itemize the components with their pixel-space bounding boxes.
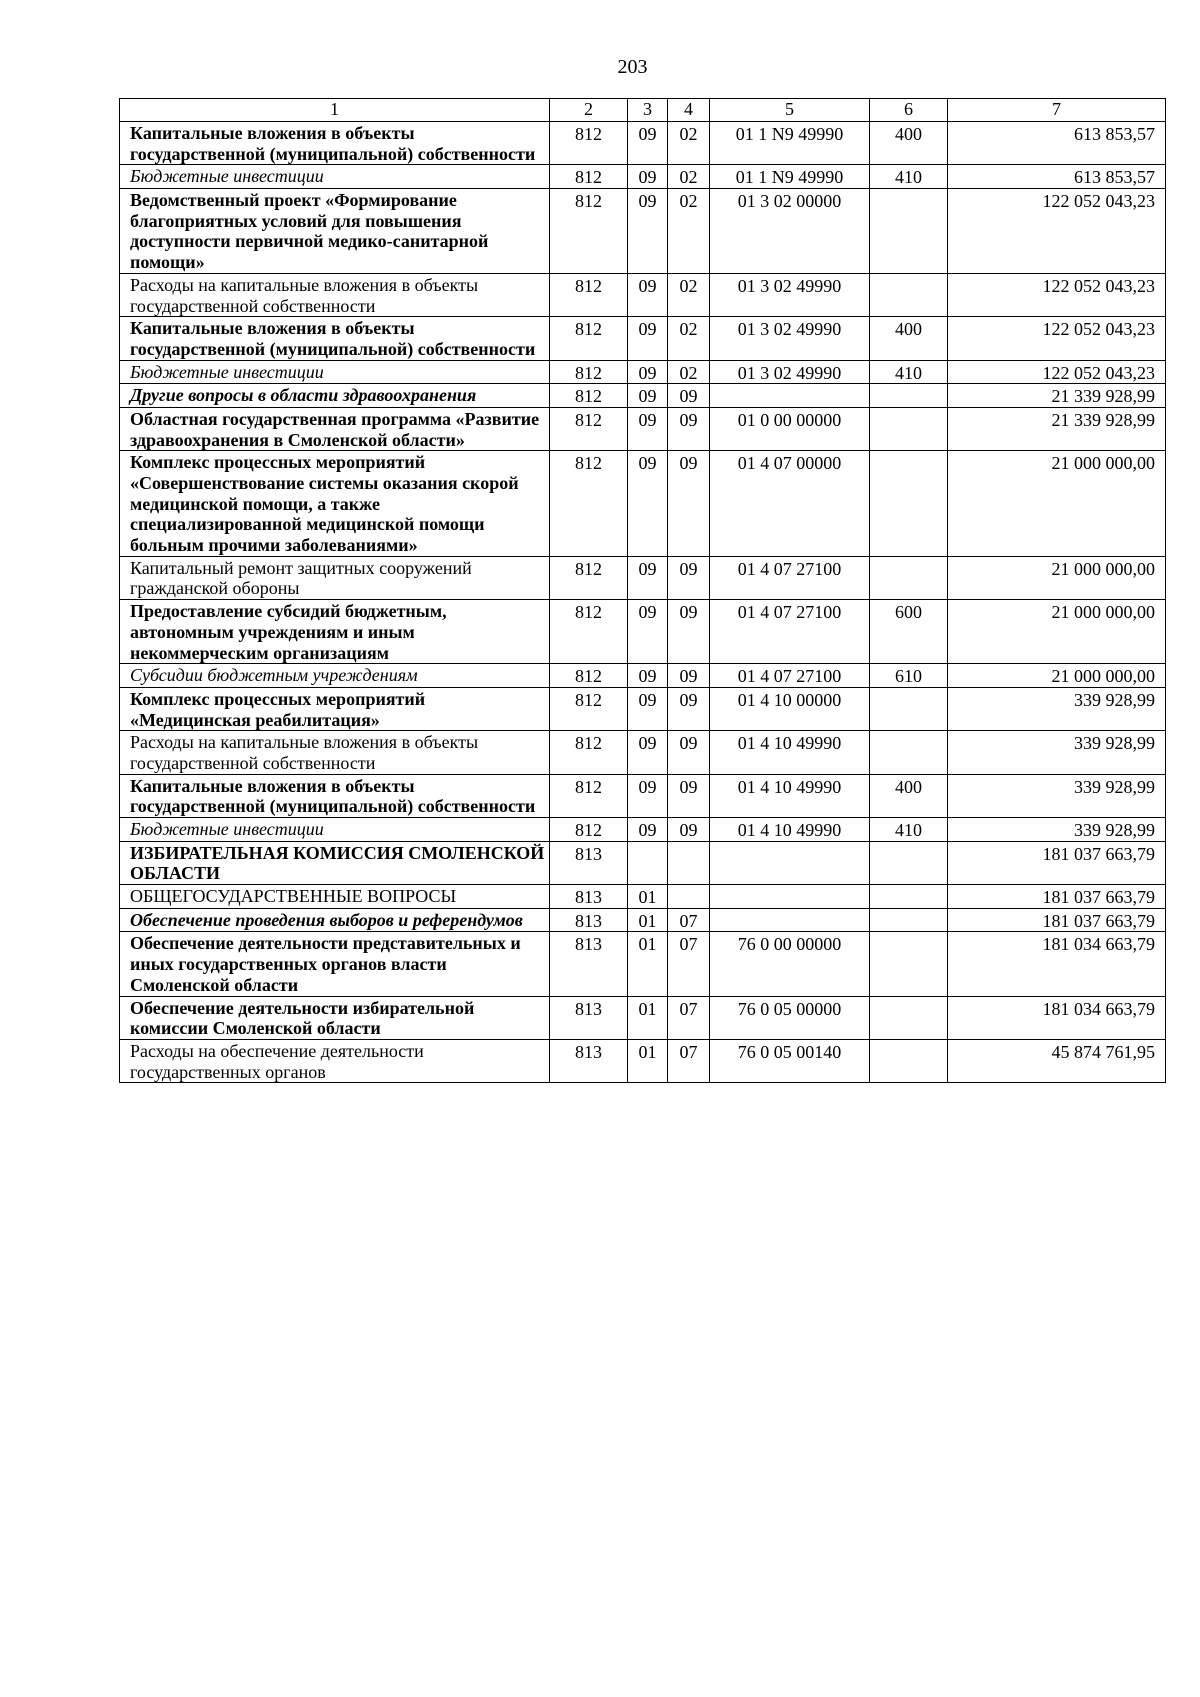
row-admin-code: 812 — [550, 451, 628, 556]
row-expense-type — [870, 932, 948, 996]
row-subsection: 09 — [668, 818, 710, 842]
row-amount: 181 037 663,79 — [948, 908, 1166, 932]
row-expense-type: 410 — [870, 165, 948, 189]
row-admin-code: 812 — [550, 600, 628, 664]
row-subsection: 07 — [668, 908, 710, 932]
row-expense-type: 400 — [870, 774, 948, 817]
row-section: 09 — [628, 384, 668, 408]
row-subsection: 09 — [668, 687, 710, 730]
row-name: Комплекс процессных мероприятий «Медицинская реабилитация» — [120, 687, 550, 730]
row-target-code: 01 3 02 00000 — [710, 189, 870, 274]
row-amount: 339 928,99 — [948, 731, 1166, 774]
row-admin-code: 812 — [550, 818, 628, 842]
row-subsection: 07 — [668, 932, 710, 996]
row-target-code — [710, 384, 870, 408]
header-cell-5: 5 — [710, 99, 870, 122]
row-expense-type: 400 — [870, 122, 948, 165]
row-amount: 122 052 043,23 — [948, 360, 1166, 384]
row-section: 01 — [628, 996, 668, 1039]
row-subsection: 09 — [668, 384, 710, 408]
row-target-code: 01 1 N9 49990 — [710, 165, 870, 189]
row-target-code: 01 4 07 27100 — [710, 600, 870, 664]
row-name: Субсидии бюджетным учреждениям — [120, 664, 550, 688]
row-section: 09 — [628, 687, 668, 730]
row-subsection: 07 — [668, 996, 710, 1039]
row-expense-type — [870, 189, 948, 274]
row-amount: 21 000 000,00 — [948, 600, 1166, 664]
row-target-code: 01 3 02 49990 — [710, 273, 870, 316]
row-name: Капитальный ремонт защитных сооружений гражданской обороны — [120, 556, 550, 599]
row-amount: 122 052 043,23 — [948, 317, 1166, 360]
row-section: 09 — [628, 600, 668, 664]
table-row — [120, 165, 1166, 189]
row-name: Обеспечение проведения выборов и референдумов — [120, 908, 550, 932]
row-admin-code: 812 — [550, 273, 628, 316]
row-name: Расходы на капитальные вложения в объекты государственной собственности — [120, 731, 550, 774]
row-admin-code: 813 — [550, 885, 628, 909]
row-target-code: 01 4 10 49990 — [710, 818, 870, 842]
row-section: 09 — [628, 774, 668, 817]
table-row — [120, 360, 1166, 384]
row-admin-code: 813 — [550, 996, 628, 1039]
row-admin-code: 812 — [550, 731, 628, 774]
table-row — [120, 122, 1166, 165]
row-target-code: 76 0 05 00000 — [710, 996, 870, 1039]
row-admin-code: 813 — [550, 932, 628, 996]
row-target-code: 01 4 10 00000 — [710, 687, 870, 730]
row-target-code — [710, 885, 870, 909]
table-row — [120, 273, 1166, 316]
row-expense-type: 600 — [870, 600, 948, 664]
row-subsection: 09 — [668, 600, 710, 664]
row-target-code: 01 4 07 00000 — [710, 451, 870, 556]
row-expense-type: 410 — [870, 360, 948, 384]
table-row — [120, 731, 1166, 774]
row-amount: 122 052 043,23 — [948, 273, 1166, 316]
row-target-code: 01 4 07 27100 — [710, 556, 870, 599]
table-row — [120, 189, 1166, 274]
row-section: 09 — [628, 556, 668, 599]
table-row — [120, 885, 1166, 909]
row-subsection: 02 — [668, 122, 710, 165]
row-name: Комплекс процессных мероприятий «Совершенствование системы оказания скорой медицинской помощи, а также специализированной медицинской помощи больным прочими заболеваниями» — [120, 451, 550, 556]
row-admin-code: 812 — [550, 384, 628, 408]
row-expense-type — [870, 273, 948, 316]
row-target-code: 01 4 10 49990 — [710, 731, 870, 774]
row-amount: 339 928,99 — [948, 818, 1166, 842]
row-section: 09 — [628, 360, 668, 384]
row-section: 09 — [628, 664, 668, 688]
header-cell-4: 4 — [668, 99, 710, 122]
row-amount: 339 928,99 — [948, 774, 1166, 817]
row-admin-code: 812 — [550, 165, 628, 189]
row-subsection: 02 — [668, 360, 710, 384]
row-subsection — [668, 885, 710, 909]
row-amount: 613 853,57 — [948, 165, 1166, 189]
row-name: Капитальные вложения в объекты государственной (муниципальной) собственности — [120, 317, 550, 360]
row-name: Обеспечение деятельности представительных и иных государственных органов власти Смоленской области — [120, 932, 550, 996]
row-name: Обеспечение деятельности избирательной комиссии Смоленской области — [120, 996, 550, 1039]
row-admin-code: 813 — [550, 841, 628, 884]
row-name: Предоставление субсидий бюджетным, автономным учреждениям и иным некоммерческим организациям — [120, 600, 550, 664]
row-amount: 21 000 000,00 — [948, 556, 1166, 599]
row-section: 09 — [628, 818, 668, 842]
table-row — [120, 664, 1166, 688]
row-section: 01 — [628, 1039, 668, 1082]
row-amount: 45 874 761,95 — [948, 1039, 1166, 1082]
row-expense-type: 400 — [870, 317, 948, 360]
row-target-code: 01 4 07 27100 — [710, 664, 870, 688]
header-cell-1: 1 — [120, 99, 550, 122]
row-subsection: 09 — [668, 664, 710, 688]
row-amount: 181 034 663,79 — [948, 996, 1166, 1039]
row-amount: 613 853,57 — [948, 122, 1166, 165]
table-row — [120, 774, 1166, 817]
row-amount: 21 000 000,00 — [948, 451, 1166, 556]
row-name: Капитальные вложения в объекты государственной (муниципальной) собственности — [120, 774, 550, 817]
row-section: 09 — [628, 189, 668, 274]
table-row — [120, 600, 1166, 664]
table-body — [120, 99, 1166, 1083]
row-section: 09 — [628, 451, 668, 556]
row-subsection — [668, 841, 710, 884]
row-target-code: 01 3 02 49990 — [710, 317, 870, 360]
row-admin-code: 812 — [550, 556, 628, 599]
table-row — [120, 1039, 1166, 1082]
row-section: 09 — [628, 731, 668, 774]
row-admin-code: 812 — [550, 774, 628, 817]
row-name: Бюджетные инвестиции — [120, 360, 550, 384]
row-subsection: 09 — [668, 774, 710, 817]
row-section: 01 — [628, 932, 668, 996]
row-section: 09 — [628, 317, 668, 360]
table-row — [120, 407, 1166, 450]
row-target-code — [710, 841, 870, 884]
row-target-code — [710, 908, 870, 932]
row-admin-code: 813 — [550, 1039, 628, 1082]
row-expense-type — [870, 1039, 948, 1082]
header-row — [120, 99, 1166, 122]
row-subsection: 09 — [668, 451, 710, 556]
row-admin-code: 812 — [550, 317, 628, 360]
row-name: Расходы на капитальные вложения в объекты государственной собственности — [120, 273, 550, 316]
row-amount: 339 928,99 — [948, 687, 1166, 730]
row-target-code: 01 3 02 49990 — [710, 360, 870, 384]
page-number: 203 — [617, 56, 648, 78]
row-subsection: 02 — [668, 317, 710, 360]
row-admin-code: 812 — [550, 122, 628, 165]
row-name: ОБЩЕГОСУДАРСТВЕННЫЕ ВОПРОСЫ — [120, 885, 550, 909]
header-cell-2: 2 — [550, 99, 628, 122]
row-expense-type — [870, 908, 948, 932]
row-subsection: 09 — [668, 731, 710, 774]
row-name: Капитальные вложения в объекты государственной (муниципальной) собственности — [120, 122, 550, 165]
row-expense-type — [870, 687, 948, 730]
row-section: 01 — [628, 885, 668, 909]
table-row — [120, 908, 1166, 932]
row-expense-type — [870, 451, 948, 556]
row-admin-code: 813 — [550, 908, 628, 932]
row-expense-type: 410 — [870, 818, 948, 842]
row-admin-code: 812 — [550, 664, 628, 688]
row-section: 09 — [628, 165, 668, 189]
table-row — [120, 818, 1166, 842]
row-name: Другие вопросы в области здравоохранения — [120, 384, 550, 408]
row-expense-type — [870, 407, 948, 450]
header-cell-6: 6 — [870, 99, 948, 122]
row-section: 09 — [628, 122, 668, 165]
table-row — [120, 451, 1166, 556]
row-expense-type — [870, 841, 948, 884]
row-name: ИЗБИРАТЕЛЬНАЯ КОМИССИЯ СМОЛЕНСКОЙ ОБЛАСТИ — [120, 841, 550, 884]
table-row — [120, 317, 1166, 360]
row-subsection: 09 — [668, 556, 710, 599]
row-expense-type: 610 — [870, 664, 948, 688]
row-amount: 181 037 663,79 — [948, 841, 1166, 884]
row-subsection: 02 — [668, 273, 710, 316]
row-section — [628, 841, 668, 884]
row-expense-type — [870, 556, 948, 599]
header-cell-3: 3 — [628, 99, 668, 122]
table-row — [120, 841, 1166, 884]
row-name: Бюджетные инвестиции — [120, 818, 550, 842]
table-row — [120, 384, 1166, 408]
row-admin-code: 812 — [550, 687, 628, 730]
row-name: Областная государственная программа «Развитие здравоохранения в Смоленской области» — [120, 407, 550, 450]
header-cell-7: 7 — [948, 99, 1166, 122]
row-target-code: 76 0 05 00140 — [710, 1039, 870, 1082]
row-subsection: 02 — [668, 189, 710, 274]
row-expense-type — [870, 384, 948, 408]
row-amount: 21 339 928,99 — [948, 407, 1166, 450]
row-subsection: 07 — [668, 1039, 710, 1082]
row-target-code: 76 0 00 00000 — [710, 932, 870, 996]
row-subsection: 09 — [668, 407, 710, 450]
table-row — [120, 556, 1166, 599]
row-name: Ведомственный проект «Формирование благоприятных условий для повышения доступности первичной медико-санитарной помощи» — [120, 189, 550, 274]
row-admin-code: 812 — [550, 189, 628, 274]
row-amount: 21 339 928,99 — [948, 384, 1166, 408]
row-amount: 21 000 000,00 — [948, 664, 1166, 688]
row-expense-type — [870, 885, 948, 909]
row-name: Расходы на обеспечение деятельности государственных органов — [120, 1039, 550, 1082]
row-amount: 122 052 043,23 — [948, 189, 1166, 274]
row-section: 09 — [628, 407, 668, 450]
row-admin-code: 812 — [550, 407, 628, 450]
row-name: Бюджетные инвестиции — [120, 165, 550, 189]
row-admin-code: 812 — [550, 360, 628, 384]
row-target-code: 01 1 N9 49990 — [710, 122, 870, 165]
table-row — [120, 932, 1166, 996]
row-amount: 181 037 663,79 — [948, 885, 1166, 909]
table-row — [120, 687, 1166, 730]
row-expense-type — [870, 996, 948, 1039]
row-target-code: 01 4 10 49990 — [710, 774, 870, 817]
row-subsection: 02 — [668, 165, 710, 189]
budget-table — [119, 98, 1166, 1083]
row-target-code: 01 0 00 00000 — [710, 407, 870, 450]
row-section: 01 — [628, 908, 668, 932]
row-section: 09 — [628, 273, 668, 316]
row-expense-type — [870, 731, 948, 774]
row-amount: 181 034 663,79 — [948, 932, 1166, 996]
table-row — [120, 996, 1166, 1039]
